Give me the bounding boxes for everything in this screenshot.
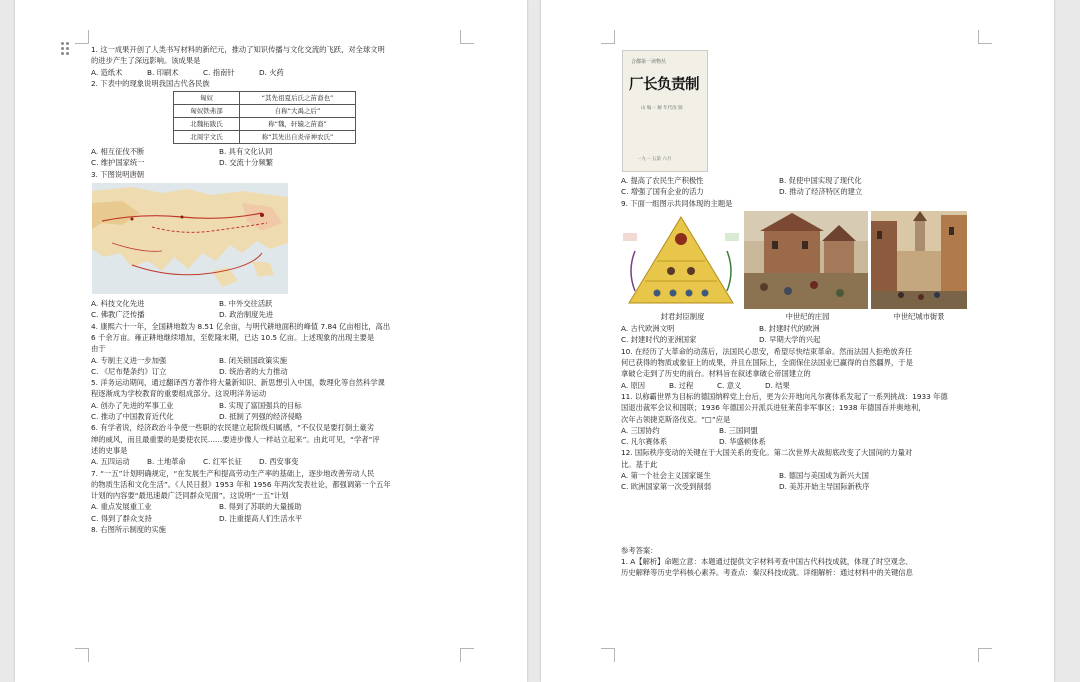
question-text: 5. 洋务运动期间，通过翻译西方著作将大量新知识、新思想引入中国，数理化等自然科学课 bbox=[91, 378, 385, 388]
option: A. 创办了先进的军事工业 bbox=[91, 400, 174, 410]
options-row bbox=[91, 67, 473, 78]
medieval-manor-image bbox=[744, 211, 868, 309]
question-6 bbox=[91, 422, 473, 467]
table-row bbox=[174, 105, 356, 118]
page-margin-corner bbox=[978, 30, 992, 44]
options-row bbox=[91, 456, 473, 467]
option: C. 指南针 bbox=[203, 67, 235, 77]
question-text: 12. 国际秩序变动的关键在于大国关系的变化。第二次世界大战彻底改变了大国间的力量对 bbox=[621, 448, 913, 458]
question-11 bbox=[621, 391, 983, 447]
page-margin-corner bbox=[460, 648, 474, 662]
options-row bbox=[91, 366, 473, 377]
options-row bbox=[91, 157, 473, 168]
page-margin-corner bbox=[460, 30, 474, 44]
option: D. 抵制了列强的经济侵略 bbox=[219, 412, 303, 422]
table-cell: 匈奴铁弗部 bbox=[174, 105, 240, 118]
table-move-handle-icon[interactable] bbox=[61, 42, 71, 56]
table-cell: 称“其先出自炎帝神农氏” bbox=[240, 131, 356, 144]
poster-title: 厂长负责制 bbox=[629, 76, 699, 93]
table-row bbox=[174, 118, 356, 131]
option: A. 古代欧洲文明 bbox=[621, 324, 675, 334]
image-captions bbox=[621, 311, 983, 322]
question-text: 的物质生活和文化生活”。《人民日报》1953 年和 1956 年两次发表社论，都强调第一个五年 bbox=[91, 479, 391, 489]
question-text: 次年占领捷克斯洛伐克。“□”应是 bbox=[621, 414, 731, 424]
option: A. 重点发展重工业 bbox=[91, 502, 152, 512]
question-1 bbox=[91, 44, 473, 78]
options-row bbox=[91, 501, 473, 512]
option: B. 得到了苏联的大量援助 bbox=[219, 502, 302, 512]
option: C. 维护国家统一 bbox=[91, 158, 145, 168]
poster-subtitle: 山 编一 解 年代改 版 bbox=[641, 106, 683, 111]
question-text: 7. “一五”计划明确规定，“在发展生产和提高劳动生产率的基础上，逐步地改善劳动人民 bbox=[91, 468, 375, 478]
question-text: 2. 下表中的现象说明我国古代各民族 bbox=[91, 78, 210, 88]
option: D. 统治者的大力推动 bbox=[219, 366, 288, 376]
question-text: 3. 下图说明唐朝 bbox=[91, 169, 145, 179]
question-text: 何已获得的物质或象征上的成果，并且在国际上，全面保住法国业已赢得的自然疆界，于是 bbox=[621, 358, 913, 368]
options-row bbox=[621, 470, 983, 481]
question-12 bbox=[621, 447, 983, 492]
question-text: 国退出裁军会议和国联；1936 年德国公开派兵进驻莱茵非军事区；1938 年德国吞并奥地利， bbox=[621, 403, 926, 413]
option: A. 专制主义进一步加强 bbox=[91, 355, 167, 365]
option: C. 增强了国有企业的活力 bbox=[621, 187, 704, 197]
question-5 bbox=[91, 377, 473, 422]
document-page-right bbox=[541, 0, 1054, 682]
answer-text: 历史解释等历史学科核心素养。考查点：秦汉科技成就。详细解析：通过材料中的关键信息 bbox=[621, 568, 913, 578]
option: C. 佛教广泛传播 bbox=[91, 310, 145, 320]
option: A. 第一个社会主义国家诞生 bbox=[621, 471, 711, 481]
question-text: 程逐渐成为学校教育的重要组成部分。这说明洋务运动 bbox=[91, 389, 267, 399]
options-row bbox=[621, 175, 983, 186]
ethnic-origin-table bbox=[173, 91, 356, 144]
table-row bbox=[174, 92, 356, 105]
table-cell: 称“魏，轩辕之苗裔” bbox=[240, 118, 356, 131]
options-row bbox=[91, 411, 473, 422]
option: C. 意义 bbox=[717, 380, 742, 390]
option: A. 科技文化先进 bbox=[91, 299, 145, 309]
option: B. 促使中国实现了现代化 bbox=[779, 176, 862, 185]
tang-trade-routes-map-image bbox=[92, 183, 288, 294]
question-text: 9. 下面一组图示共同体现的主题是 bbox=[621, 198, 733, 208]
options-row bbox=[91, 298, 473, 309]
poster-date: 一九一 五第 六月 bbox=[637, 156, 672, 162]
caption: 中世纪的庄园 bbox=[785, 311, 830, 321]
options-row bbox=[91, 400, 473, 411]
option: C. 推动了中国教育近代化 bbox=[91, 412, 174, 422]
option: D. 华盛顿体系 bbox=[719, 437, 766, 447]
answer-section bbox=[621, 545, 983, 579]
option: B. 实现了富国强兵的目标 bbox=[219, 400, 302, 410]
option: D. 结果 bbox=[765, 380, 790, 390]
answer-heading: 参考答案： bbox=[621, 545, 658, 555]
page-body bbox=[621, 50, 983, 579]
options-row bbox=[91, 146, 473, 157]
option: B. 过程 bbox=[669, 380, 694, 390]
table-cell: 北魏拓跋氏 bbox=[174, 118, 240, 131]
option: A. 五四运动 bbox=[91, 457, 130, 467]
options-row bbox=[91, 513, 473, 524]
page-margin-corner bbox=[75, 30, 89, 44]
options-row bbox=[621, 481, 983, 492]
option: C. 《尼布楚条约》订立 bbox=[91, 366, 167, 376]
question-text: 4. 康熙六十一年，全国耕地数为 8.51 亿余亩，与明代耕地面积的峰值 7.84 亿亩相比，高出 bbox=[91, 321, 391, 331]
question-text: 10. 在经历了大革命的动荡后，法国民心思安，希望尽快结束革命。然而法国人拒绝放弃任 bbox=[621, 346, 913, 356]
question-text: 比。基于此 bbox=[621, 459, 658, 469]
question-text: 1. 这一成果开创了人类书写材料的新纪元，推动了知识传播与文化交流的飞跃，对全球文明 bbox=[91, 45, 385, 54]
option: B. 具有文化认同 bbox=[219, 147, 273, 157]
feudal-pyramid-image bbox=[621, 211, 741, 309]
option: C. 凡尔赛体系 bbox=[621, 437, 668, 447]
options-row bbox=[621, 425, 983, 436]
option: C. 得到了群众支持 bbox=[91, 513, 152, 523]
option: D. 西安事变 bbox=[259, 457, 299, 467]
question-text: 拿破仑走到了历史的前台。材料旨在叙述拿破仑帝国建立的 bbox=[621, 369, 811, 379]
answer-text: 1. A【解析】命题立意：本题通过提供文字材料考查中国古代科技成就，体现了时空观念、 bbox=[621, 556, 913, 566]
page-margin-corner bbox=[978, 648, 992, 662]
question-9-images bbox=[621, 211, 983, 309]
option: C. 红军长征 bbox=[203, 457, 242, 467]
question-text: 由于 bbox=[91, 344, 106, 354]
question-text: 绅的威风，而且最重要的是要使农民……要进步像人一样站立起来”。由此可见，“学者”评 bbox=[91, 434, 380, 444]
options-row bbox=[91, 309, 473, 320]
table-cell: “其先祖夏后氏之苗裔也” bbox=[240, 92, 356, 105]
question-text: 述的史事是 bbox=[91, 445, 128, 455]
options-row bbox=[621, 323, 983, 334]
page-margin-corner bbox=[75, 648, 89, 662]
question-text: 6. 有学者说，经济政治斗争使一些职的农民建立起阶级归属感，“不仅仅是要打倒土豪劣 bbox=[91, 423, 375, 433]
option: A. 三国协约 bbox=[621, 425, 660, 435]
option: B. 印刷术 bbox=[147, 67, 179, 77]
option: B. 中外交往活跃 bbox=[219, 299, 273, 309]
options-row bbox=[91, 355, 473, 366]
page-margin-corner bbox=[601, 648, 615, 662]
page-body bbox=[91, 44, 473, 535]
option: D. 火药 bbox=[259, 67, 284, 77]
question-7 bbox=[91, 468, 473, 524]
options-row bbox=[621, 436, 983, 447]
document-page-left bbox=[15, 0, 527, 682]
options-row bbox=[621, 334, 983, 345]
option: D. 交流十分频繁 bbox=[219, 158, 274, 168]
medieval-city-street-image bbox=[871, 211, 967, 309]
caption: 中世纪城市街景 bbox=[893, 311, 945, 321]
table-cell: 北周宇文氏 bbox=[174, 131, 240, 144]
question-9 bbox=[621, 198, 983, 346]
option: B. 封建时代的欧洲 bbox=[759, 324, 820, 334]
caption: 封君封臣制度 bbox=[660, 311, 705, 321]
option: A. 提高了农民生产积极性 bbox=[621, 176, 704, 185]
question-4 bbox=[91, 321, 473, 377]
table-row bbox=[174, 131, 356, 144]
table-cell: 匈奴 bbox=[174, 92, 240, 105]
table-cell: 自称“大禹之后” bbox=[240, 105, 356, 118]
option: B. 闭关锁国政策实施 bbox=[219, 355, 288, 365]
option: A. 造纸术 bbox=[91, 67, 123, 77]
option: D. 政治制度先进 bbox=[219, 310, 274, 320]
option: B. 德国与美国成为新兴大国 bbox=[779, 471, 869, 481]
option: D. 推动了经济特区的建立 bbox=[779, 187, 863, 197]
question-text: 的进步产生了深远影响。该成果是 bbox=[91, 56, 201, 66]
options-row bbox=[621, 380, 983, 391]
question-3 bbox=[91, 169, 473, 321]
factory-director-responsibility-poster-image bbox=[622, 50, 708, 172]
option: C. 封建时代的亚洲国家 bbox=[621, 335, 697, 345]
question-text: 计划的内容要“最迅速最广泛同群众见面”。这说明“一五”计划 bbox=[91, 491, 289, 501]
option: D. 早期大学的兴起 bbox=[759, 335, 821, 345]
option: B. 三国同盟 bbox=[719, 425, 758, 435]
page-margin-corner bbox=[601, 30, 615, 44]
option: B. 土地革命 bbox=[147, 457, 186, 467]
option: C. 欧洲国家第一次受到削弱 bbox=[621, 482, 711, 492]
question-8-text: 8. 右图所示制度的实施 bbox=[91, 525, 166, 535]
option: D. 注重提高人们生活水平 bbox=[219, 513, 303, 523]
option: A. 原因 bbox=[621, 380, 646, 390]
poster-series-text: 合都第一读物丛 bbox=[631, 59, 667, 65]
option: D. 美苏开始主导国际新秩序 bbox=[779, 482, 870, 492]
question-text: 6 千余万亩。雍正耕地继续增加，至乾隆末期，已达 10.5 亿亩。上述现象的出现主要是 bbox=[91, 332, 375, 342]
question-10 bbox=[621, 346, 983, 391]
option: A. 相互征伐不断 bbox=[91, 147, 145, 157]
question-text: 11. 以称霸世界为目标的德国纳粹党上台后，更为公开地向凡尔赛体系发起了一系列挑战：1933 年德 bbox=[621, 391, 948, 401]
question-2 bbox=[91, 78, 473, 169]
options-row bbox=[621, 186, 983, 197]
